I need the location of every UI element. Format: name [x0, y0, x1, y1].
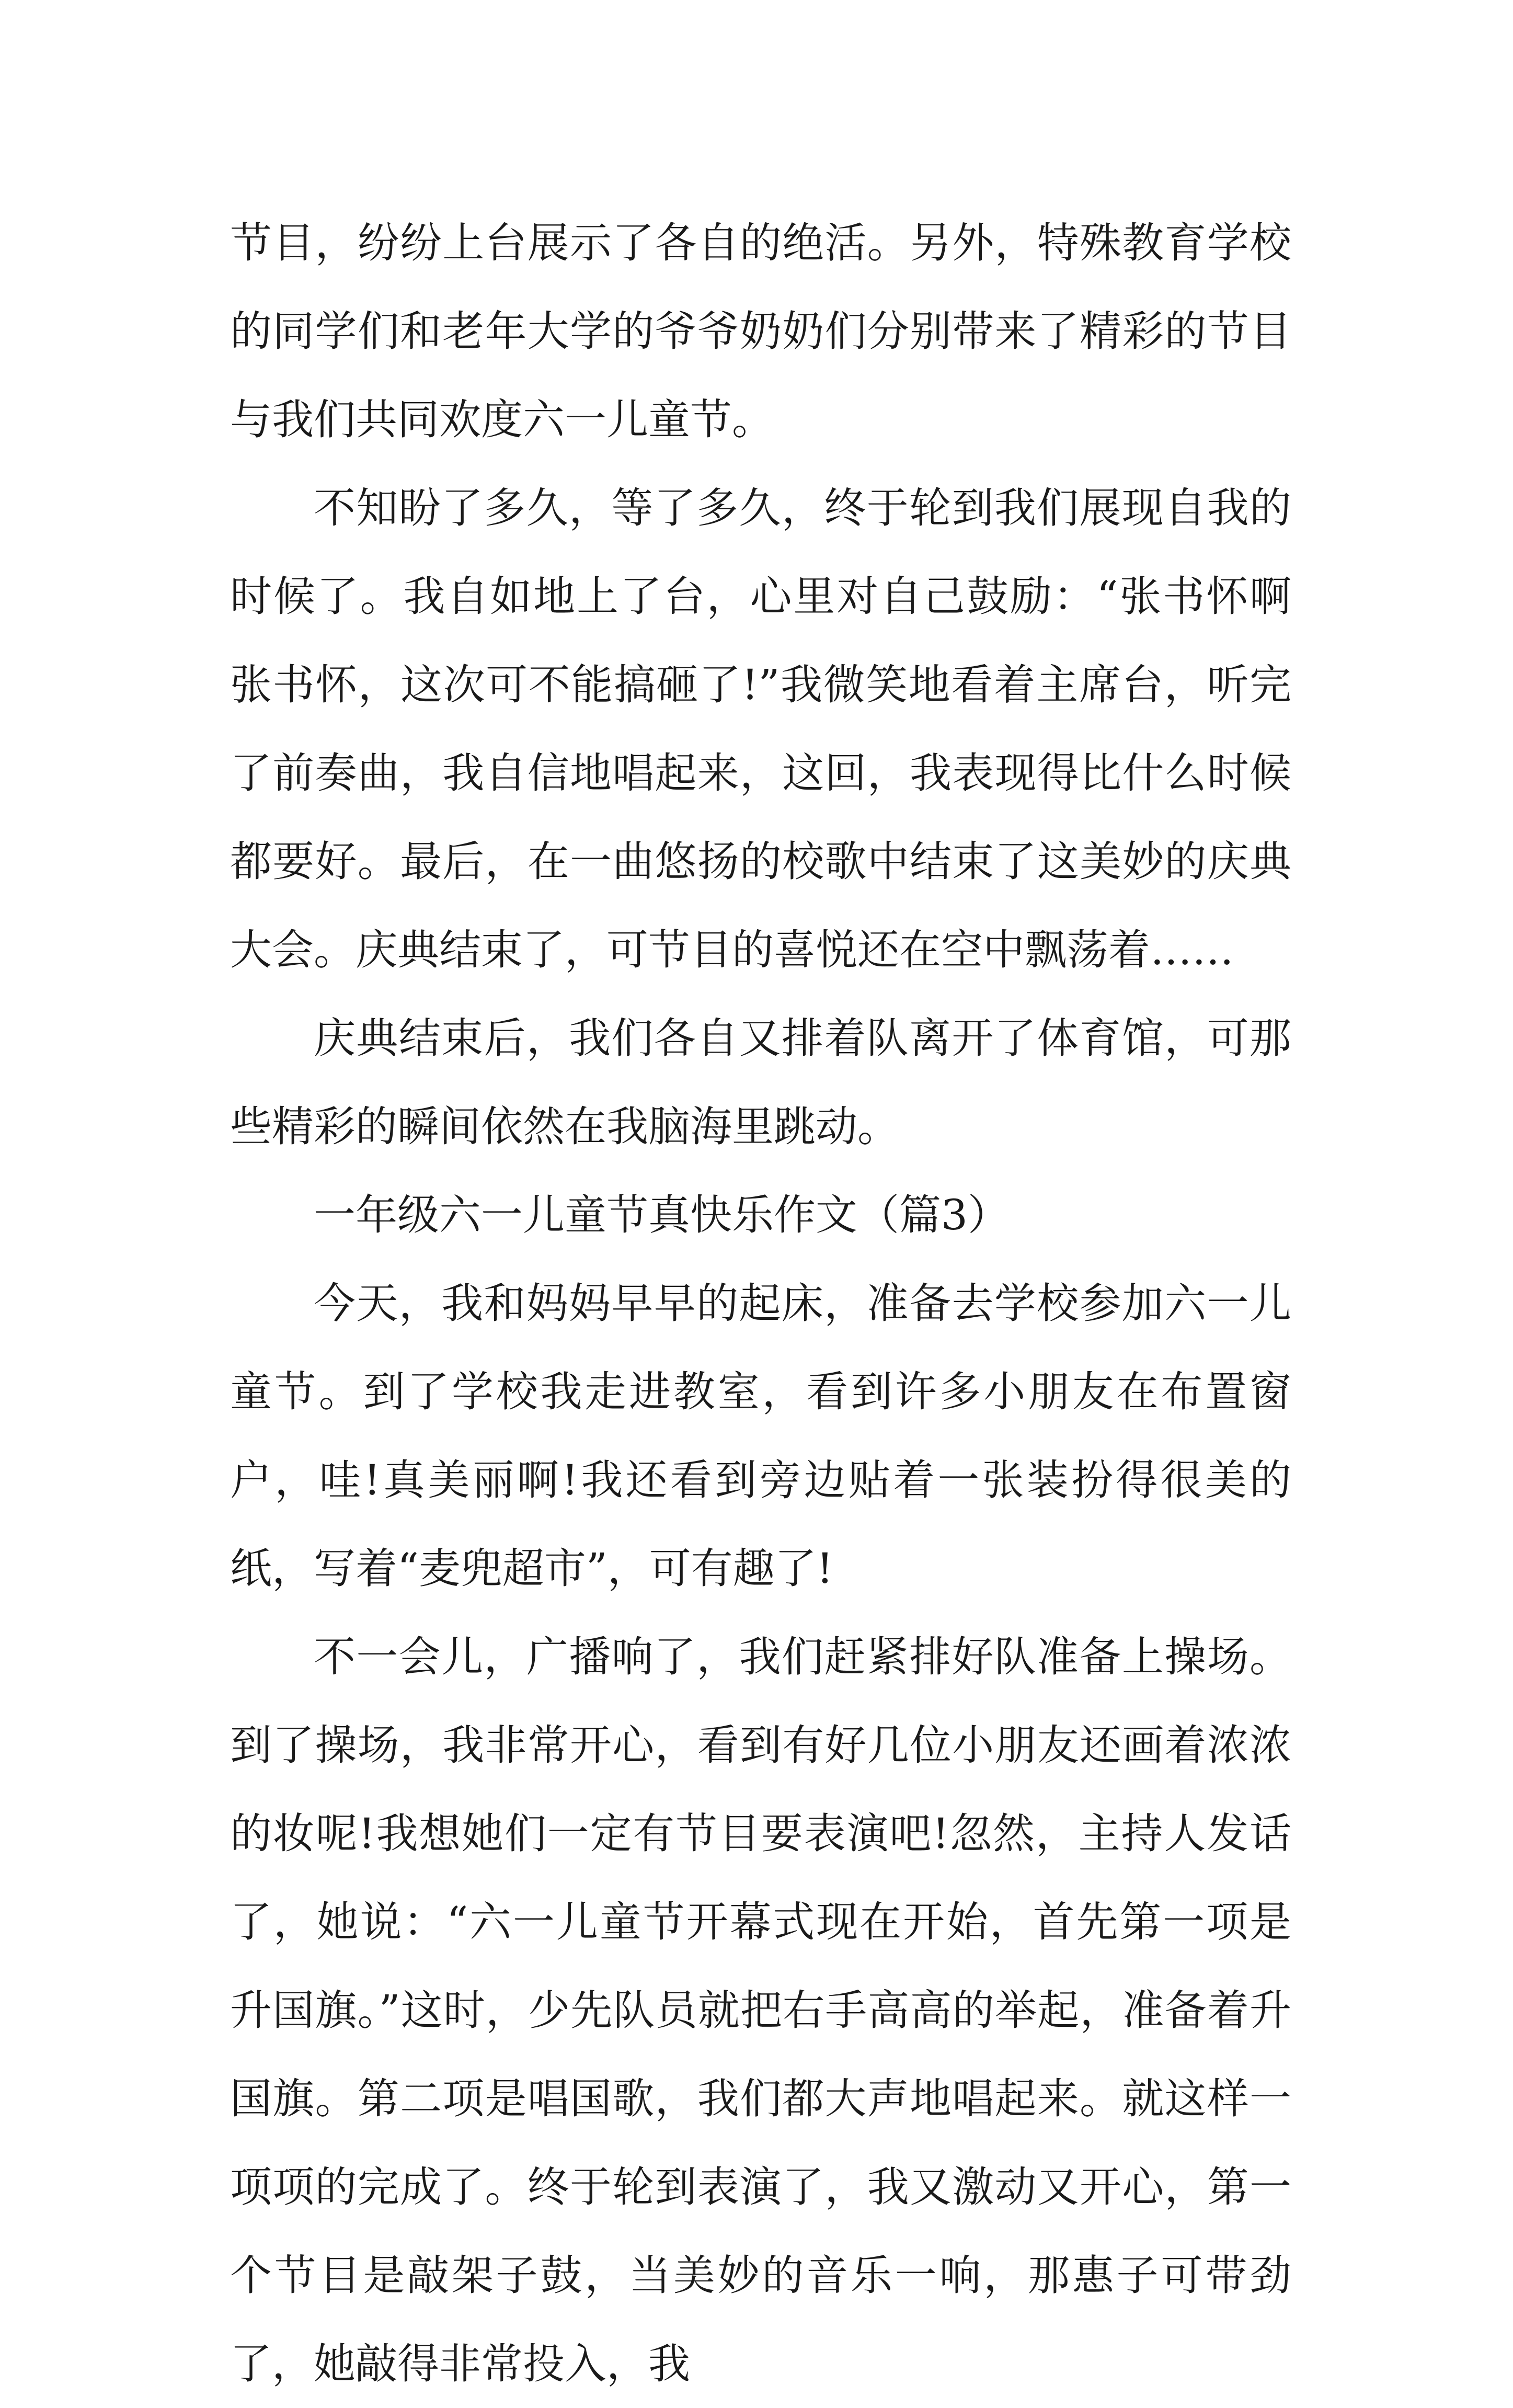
document-body: [230, 199, 1291, 2408]
paragraph: 今天，我和妈妈早早的起床，准备去学校参加六一儿童节。到了学校我走进教室，看到许多小朋友在布置窗户，哇!真美丽啊!我还看到旁边贴着一张装扮得很美的纸，写着“麦兜超市”，可有趣了!: [230, 1279, 1291, 1593]
paragraph: 不知盼了多久，等了多久，终于轮到我们展现自我的时候了。我自如地上了台，心里对自己鼓励：“张书怀啊张书怀，这次可不能搞砸了!”我微笑地看着主席台，听完了前奏曲，我自信地唱起来，这回，我表现得比什么时候都要好。最后，在一曲悠扬的校歌中结束了这美妙的庆典大会。庆典结束了，可节目的喜悦还在空中飘荡着……: [230, 484, 1291, 974]
section-heading: 一年级六一儿童节真快乐作文（篇3）: [314, 1191, 1010, 1239]
paragraph: 不一会儿，广播响了，我们赶紧排好队准备上操场。到了操场，我非常开心，看到有好几位小朋友还画着浓浓的妆呢!我想她们一定有节目要表演吧!忽然，主持人发话了，她说：“六一儿童节开幕式现在开始，首先第一项是升国旗。”这时，少先队员就把右手高高的举起，准备着升国旗。第二项是唱国歌，我们都大声地唱起来。就这样一项项的完成了。终于轮到表演了，我又激动又开心，第一个节目是敲架子鼓，当美妙的音乐一响，那惠子可带劲了，她敲得非常投入，我: [230, 1633, 1291, 2388]
paragraph: 节目，纷纷上台展示了各自的绝活。另外，特殊教育学校的同学们和老年大学的爷爷奶奶们分别带来了精彩的节目与我们共同欢度六一儿童节。: [230, 219, 1291, 444]
paragraph: 庆典结束后，我们各自又排着队离开了体育馆，可那些精彩的瞬间依然在我脑海里跳动。: [230, 1014, 1291, 1151]
